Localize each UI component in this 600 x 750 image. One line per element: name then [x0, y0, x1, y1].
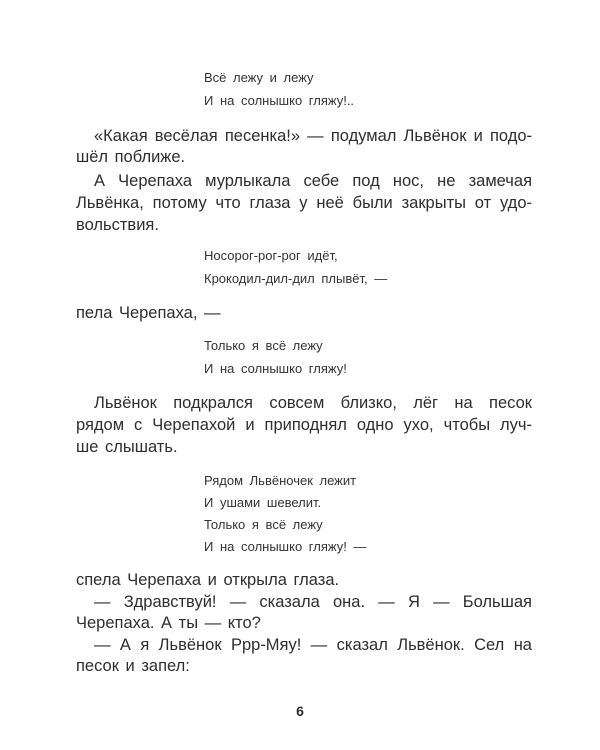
text-line: рядом с Черепахой и приподнял одно ухо, чтобы луч-	[76, 416, 532, 434]
text-line: пела Черепаха, —	[76, 304, 221, 322]
text-line: — А я Львёнок Ррр-Мяу! — сказал Львёнок. Сел на	[94, 636, 532, 654]
text-line: вольствия.	[76, 216, 159, 234]
text-line: шёл поближе.	[76, 148, 186, 166]
verse-line: Носорог-рог-рог идёт,	[204, 248, 338, 263]
verse-line: И на солнышко гляжу!..	[204, 93, 355, 108]
text-line: Львёнок подкрался совсем близко, лёг на песок	[94, 394, 532, 412]
verse-line: Рядом Львёночек лежит	[204, 473, 357, 488]
text-line: спела Черепаха и открыла глаза.	[76, 571, 340, 589]
text-line: Черепаха. А ты — кто?	[76, 614, 261, 632]
verse-line: И на солнышко гляжу!	[204, 361, 347, 376]
page-number: 6	[296, 703, 304, 719]
verse-line: Только я всё лежу	[204, 517, 323, 532]
text-line: Львёнка, потому что глаза у неё были закрыты от удо-	[76, 194, 532, 212]
text-line: песок и запел:	[76, 657, 190, 675]
verse-line: И на солнышко гляжу! —	[204, 539, 367, 554]
verse-line: Всё лежу и лежу	[204, 70, 314, 85]
verse-line: Только я всё лежу	[204, 338, 323, 353]
text-line: А Черепаха мурлыкала себе под нос, не замечая	[94, 172, 532, 190]
text-line: «Какая весёлая песенка!» — подумал Львёнок и подо-	[94, 127, 532, 145]
verse-line: И ушами шевелит.	[204, 495, 322, 510]
text-line: — Здравствуй! — сказала она. — Я — Большая	[94, 593, 532, 611]
verse-line: Крокодил-дил-дил плывёт, —	[204, 271, 388, 286]
text-line: ше слышать.	[76, 438, 178, 456]
